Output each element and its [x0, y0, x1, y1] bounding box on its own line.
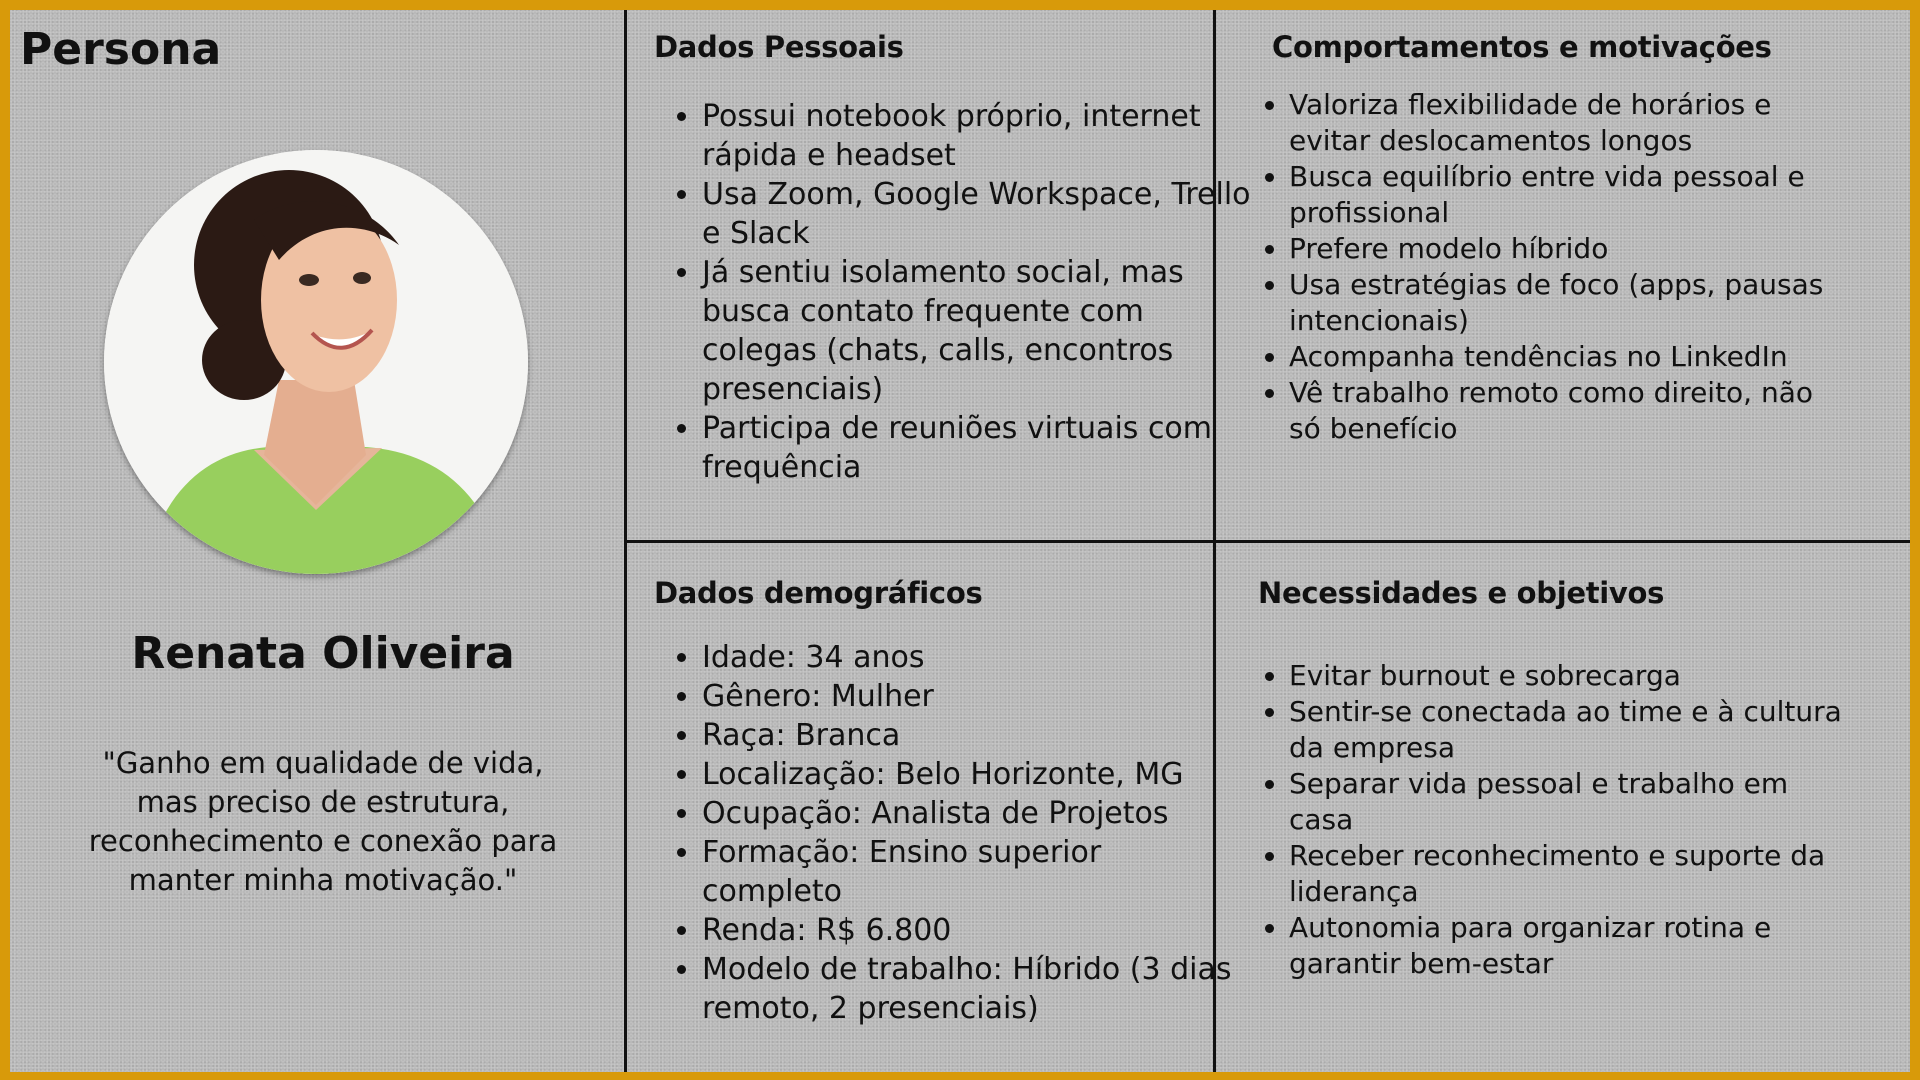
persona-photo [104, 150, 528, 574]
list-item: • Prefere modelo híbrido [1289, 231, 1849, 267]
list-item: • Modelo de trabalho: Híbrido (3 dias remoto, 2 presenciais) [702, 950, 1242, 1028]
list-item: • Participa de reuniões virtuais com frequência [702, 409, 1262, 487]
persona-name: Renata Oliveira [131, 628, 515, 679]
personal-data-list [654, 97, 1262, 487]
list-item: • Localização: Belo Horizonte, MG [702, 755, 1242, 794]
section-title-behaviors: Comportamentos e motivações [1272, 30, 1772, 64]
list-item: • Usa estratégias de foco (apps, pausas intencionais) [1289, 267, 1849, 339]
list-item: • Formação: Ensino superior completo [702, 833, 1242, 911]
list-item: • Usa Zoom, Google Workspace, Trello e Slack [702, 175, 1262, 253]
list-item: • Possui notebook próprio, internet rápida e headset [702, 97, 1262, 175]
list-item: • Acompanha tendências no LinkedIn [1289, 339, 1849, 375]
list-item: • Separar vida pessoal e trabalho em casa [1289, 766, 1849, 838]
divider-horizontal [624, 540, 1910, 543]
needs-list [1241, 658, 1849, 982]
persona-quote: "Ganho em qualidade de vida, mas preciso de estrutura, reconhecimento e conexão para manter minha motivação." [88, 746, 558, 897]
section-title-demographics: Dados demográficos [654, 576, 983, 610]
section-title-personal-data: Dados Pessoais [654, 30, 904, 64]
list-item: • Sentir-se conectada ao time e à cultura da empresa [1289, 694, 1849, 766]
section-title-needs: Necessidades e objetivos [1258, 576, 1665, 610]
list-item: • Autonomia para organizar rotina e garantir bem-estar [1289, 910, 1849, 982]
list-item: • Já sentiu isolamento social, mas busca contato frequente com colegas (chats, calls, encontros presenciais) [702, 253, 1262, 409]
demographics-list [654, 638, 1242, 1028]
list-item: • Vê trabalho remoto como direito, não só benefício [1289, 375, 1849, 447]
list-item: • Ocupação: Analista de Projetos [702, 794, 1242, 833]
list-item: • Receber reconhecimento e suporte da liderança [1289, 838, 1849, 910]
persona-card [10, 10, 1910, 1072]
list-item: • Gênero: Mulher [702, 677, 1242, 716]
persona-title: Persona [20, 24, 222, 75]
list-item: • Valoriza flexibilidade de horários e evitar deslocamentos longos [1289, 87, 1849, 159]
list-item: • Evitar burnout e sobrecarga [1289, 658, 1849, 694]
list-item: • Raça: Branca [702, 716, 1242, 755]
behaviors-list [1241, 87, 1849, 447]
list-item: • Renda: R$ 6.800 [702, 911, 1242, 950]
list-item: • Idade: 34 anos [702, 638, 1242, 677]
list-item: • Busca equilíbrio entre vida pessoal e profissional [1289, 159, 1849, 231]
